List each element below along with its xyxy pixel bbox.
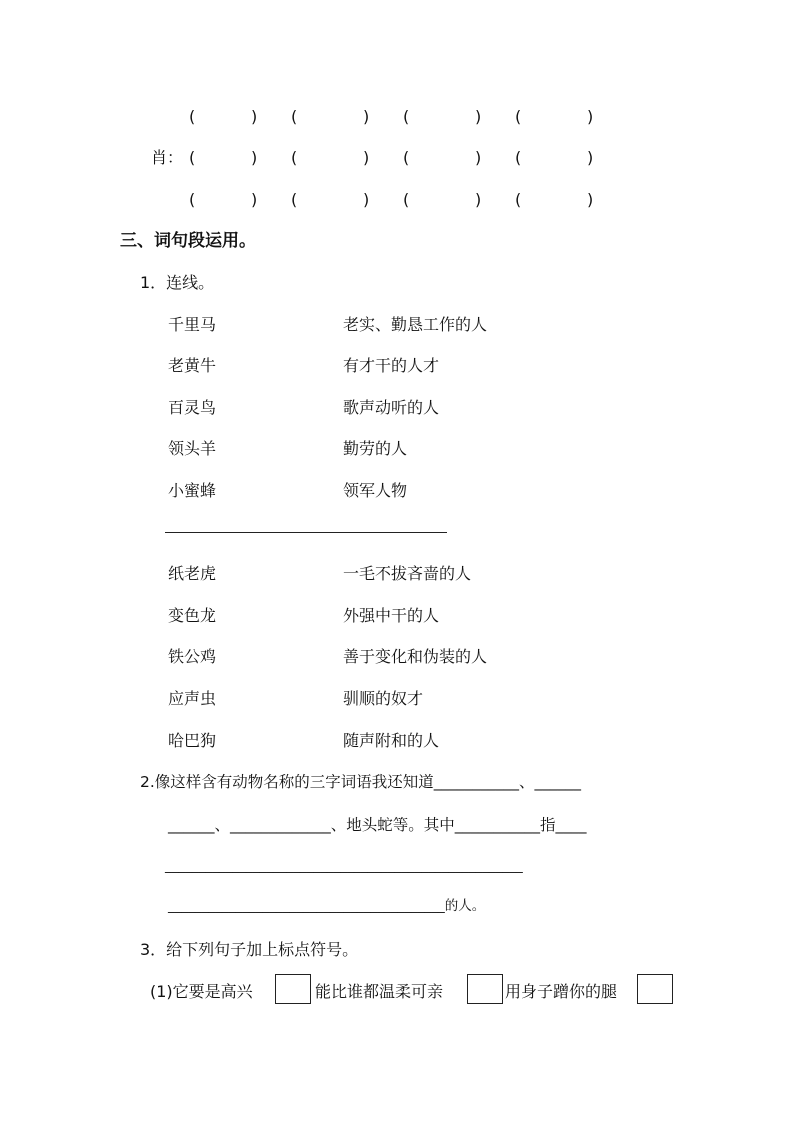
- row-label: 肖：: [151, 148, 184, 167]
- match-right-item[interactable]: 老实、勤恳工作的人: [343, 315, 488, 334]
- close-paren: ): [363, 190, 370, 209]
- match-left-item[interactable]: 应声虫: [168, 689, 217, 708]
- match-right-item[interactable]: 外强中干的人: [343, 606, 440, 625]
- sentence-part: 用身子蹭你的腿: [505, 982, 618, 1001]
- close-paren: ): [587, 107, 594, 126]
- punctuation-box[interactable]: [467, 974, 503, 1004]
- match-left-item[interactable]: 千里马: [168, 315, 217, 334]
- match-right-item[interactable]: 一毛不拔吝啬的人: [343, 564, 472, 583]
- match-right-item[interactable]: 歌声动听的人: [343, 398, 440, 417]
- punctuation-box[interactable]: [637, 974, 673, 1004]
- open-paren: (: [515, 148, 522, 167]
- sentence-part: (1)它要是高兴: [150, 982, 253, 1001]
- close-paren: ): [363, 148, 370, 167]
- divider-line: [165, 532, 447, 533]
- open-paren: (: [403, 107, 410, 126]
- match-right-item[interactable]: 随声附和的人: [343, 731, 440, 750]
- match-left-item[interactable]: 小蜜蜂: [168, 481, 217, 500]
- open-paren: (: [189, 190, 196, 209]
- close-paren: ): [251, 190, 258, 209]
- open-paren: (: [291, 190, 298, 209]
- match-left-item[interactable]: 哈巴狗: [168, 731, 217, 750]
- open-paren: (: [291, 148, 298, 167]
- match-left-item[interactable]: 变色龙: [168, 606, 217, 625]
- close-paren: ): [251, 148, 258, 167]
- question-label: 3．给下列句子加上标点符号。: [140, 940, 359, 959]
- open-paren: (: [189, 107, 196, 126]
- fill-in-line[interactable]: 2.像这样含有动物名称的三字词语我还知道___________、______: [140, 773, 582, 791]
- close-paren: ): [587, 190, 594, 209]
- match-right-item[interactable]: 领军人物: [343, 481, 408, 500]
- punctuation-box[interactable]: [275, 974, 311, 1004]
- open-paren: (: [515, 190, 522, 209]
- open-paren: (: [291, 107, 298, 126]
- open-paren: (: [189, 148, 196, 167]
- match-right-item[interactable]: 驯顺的奴才: [343, 689, 424, 708]
- section-heading: 三、词句段运用。: [120, 231, 256, 251]
- close-paren: ): [363, 107, 370, 126]
- fill-in-line[interactable]: ______、_____________、地头蛇等。其中___________指____: [168, 816, 587, 834]
- close-paren: ): [587, 148, 594, 167]
- open-paren: (: [403, 148, 410, 167]
- open-paren: (: [515, 107, 522, 126]
- match-left-item[interactable]: 百灵鸟: [168, 398, 217, 417]
- match-right-item[interactable]: 勤劳的人: [343, 439, 408, 458]
- match-right-item[interactable]: 善于变化和伪装的人: [343, 647, 488, 666]
- open-paren: (: [403, 190, 410, 209]
- fill-in-line[interactable]: _________________________________________的人。: [168, 898, 486, 914]
- match-left-item[interactable]: 领头羊: [168, 439, 217, 458]
- close-paren: ): [475, 107, 482, 126]
- sentence-part: 能比谁都温柔可亲: [315, 982, 444, 1001]
- close-paren: ): [475, 190, 482, 209]
- question-label: 1．连线。: [140, 273, 215, 292]
- close-paren: ): [251, 107, 258, 126]
- close-paren: ): [475, 148, 482, 167]
- fill-in-line[interactable]: _____________________________________________________: [165, 858, 523, 874]
- match-left-item[interactable]: 纸老虎: [168, 564, 217, 583]
- match-left-item[interactable]: 铁公鸡: [168, 647, 217, 666]
- match-right-item[interactable]: 有才干的人才: [343, 356, 440, 375]
- match-left-item[interactable]: 老黄牛: [168, 356, 217, 375]
